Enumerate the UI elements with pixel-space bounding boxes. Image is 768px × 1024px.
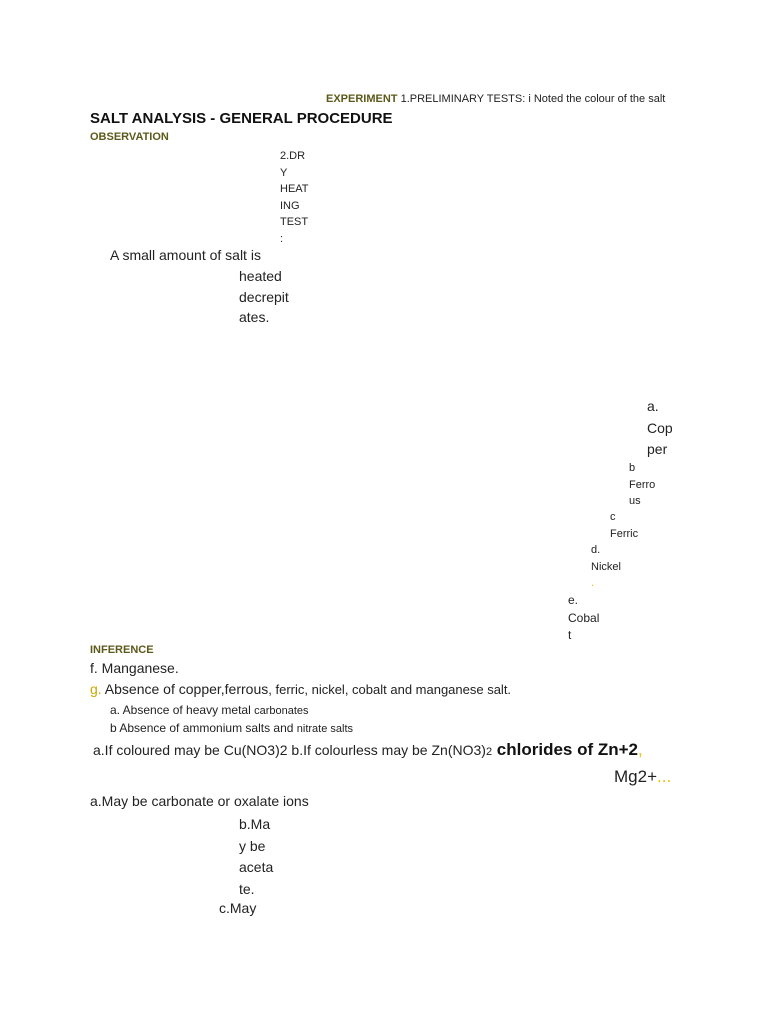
cobalt-line: e. bbox=[568, 593, 579, 607]
inference-heading: INFERENCE bbox=[90, 644, 154, 656]
dry-heating-line: Y bbox=[280, 166, 288, 179]
experiment-text: 1.PRELIMINARY TESTS: i Noted the colour of the salt bbox=[400, 93, 666, 105]
heated-text bbox=[239, 266, 289, 328]
ferrous-text bbox=[629, 460, 655, 510]
ferric-line: Ferric bbox=[610, 527, 639, 540]
dry-heating-line: TEST bbox=[280, 216, 309, 228]
dry-heating-line: : bbox=[280, 232, 284, 245]
absence-part2: , ferric, nickel bbox=[268, 682, 345, 697]
absence-part1: Absence of copper,ferrous bbox=[101, 681, 269, 697]
acetate-line: b.Ma bbox=[239, 816, 271, 832]
absence-part3: , cobalt and manganese salt. bbox=[344, 682, 512, 697]
absence-ammonium-main: b Absence of ammonium salts and bbox=[110, 721, 297, 735]
experiment-header bbox=[326, 94, 665, 105]
c-may-text: c.May bbox=[219, 900, 257, 916]
absence-ammonium bbox=[110, 722, 353, 735]
coloured-part1: a.If coloured may be Cu(NO3)2 b.If colourless may be Zn(NO3) bbox=[93, 742, 486, 758]
acetate-line: y be bbox=[239, 837, 266, 854]
dry-heating-line: HEAT bbox=[280, 183, 309, 195]
ferric-text bbox=[610, 509, 638, 542]
ferrous-line: Ferro bbox=[629, 478, 656, 491]
nickel-line: Nickel bbox=[591, 560, 621, 573]
acetate-line: te. bbox=[239, 880, 255, 897]
cobalt-line: Cobal bbox=[568, 610, 600, 625]
absence-heavy-small: carbonates bbox=[254, 705, 309, 717]
absence-ammonium-small: nitrate salts bbox=[296, 723, 354, 735]
dry-heating-line: ING bbox=[280, 199, 300, 212]
manganese-text: f. Manganese. bbox=[90, 660, 179, 676]
cobalt-line: t bbox=[568, 628, 572, 642]
absence-heavy-main: a. Absence of heavy metal bbox=[110, 703, 255, 717]
heated-line: decrepit bbox=[239, 288, 289, 305]
nickel-line: d. bbox=[591, 544, 601, 556]
absence-line bbox=[90, 682, 511, 696]
chlorides-comma: , bbox=[638, 740, 643, 759]
chlorides-text: chlorides of Zn+2 bbox=[492, 740, 639, 759]
heated-line: heated bbox=[239, 268, 282, 284]
coloured-sub: 2 bbox=[485, 746, 493, 758]
absence-prefix: g. bbox=[90, 681, 102, 697]
mg-dots: ... bbox=[657, 767, 672, 786]
mg-line bbox=[614, 768, 671, 785]
ferrous-line: b bbox=[629, 462, 636, 474]
dry-heating-test bbox=[280, 148, 309, 247]
cobalt-text bbox=[568, 592, 599, 645]
absence-heavy-metal bbox=[110, 704, 309, 717]
carbonate-text: a.May be carbonate or oxalate ions bbox=[90, 793, 309, 809]
page-title: SALT ANALYSIS - GENERAL PROCEDURE bbox=[90, 110, 393, 127]
small-amount-text: A small amount of salt is bbox=[110, 247, 261, 263]
mg-text: Mg2+ bbox=[614, 767, 657, 786]
copper-text bbox=[647, 396, 673, 461]
ferrous-line: us bbox=[629, 495, 641, 507]
acetate-text bbox=[239, 814, 273, 900]
coloured-line bbox=[93, 741, 643, 758]
copper-line: per bbox=[647, 441, 668, 457]
observation-heading: OBSERVATION bbox=[90, 131, 169, 143]
acetate-line: aceta bbox=[239, 859, 274, 875]
copper-line: a. bbox=[647, 398, 659, 414]
nickel-text bbox=[591, 542, 621, 592]
ferric-line: c bbox=[610, 511, 616, 523]
heated-line: ates. bbox=[239, 309, 270, 325]
copper-line: Cop bbox=[647, 419, 673, 436]
experiment-label: EXPERIMENT bbox=[326, 93, 398, 105]
dry-heating-line: 2.DR bbox=[280, 150, 306, 162]
nickel-line: . bbox=[591, 577, 595, 589]
